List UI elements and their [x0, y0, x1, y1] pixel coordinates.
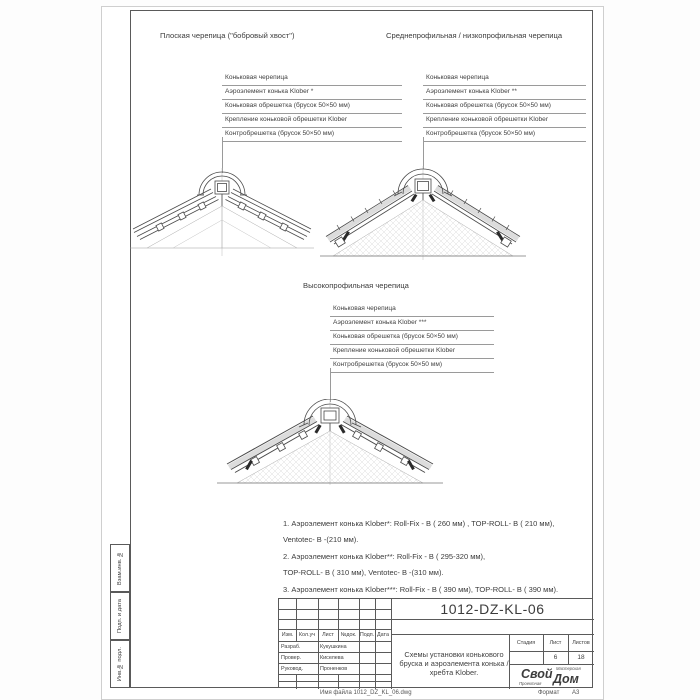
callout-label: Аэроэлемент конька Klober ***: [330, 317, 494, 331]
high-profile-callouts: [330, 303, 494, 373]
callout-label: Коньковая обрешетка (брусок 50×50 мм): [330, 331, 494, 345]
note-line: 2. Аэроэлемент конька Klober**: Roll-Fix - B ( 295-320 мм),: [283, 551, 486, 561]
format-label: Формат: [538, 690, 560, 696]
col-podp: Подп.: [359, 632, 375, 638]
col-ndok: №док.: [340, 632, 357, 638]
high-profile-ridge-drawing: [215, 399, 445, 487]
leader-line: [330, 368, 331, 402]
note-line: TOP-ROLL- B ( 310 мм), Ventotec- B -(310 мм).: [283, 568, 444, 578]
callout-label: Коньковая черепица: [330, 303, 494, 317]
stamp-cell-podp-data: [110, 592, 130, 640]
callout-label: Крепление коньковой обрешетки Klober: [222, 114, 402, 128]
file-name-label: Имя файла 1012_DZ_KL_06.dwg: [320, 690, 412, 696]
stamp-cell-vzam-inv: [110, 544, 130, 592]
flat-tile-ridge-drawing: [127, 168, 317, 258]
leader-line: [423, 137, 424, 169]
col-list: Лист: [322, 632, 334, 638]
callout-label: Коньковая черепица: [222, 72, 402, 86]
logo-small-masterskaya: Мастерская: [556, 666, 581, 671]
drawing-title: Схемы установки конькового бруска и аэроэлемента конька / хребта Klober.: [399, 649, 509, 678]
stamp-cell-inv-podl: [110, 640, 130, 688]
callout-label: Аэроэлемент конька Klober *: [222, 86, 402, 100]
stamp-label: Инв.№ подл.: [117, 646, 123, 682]
stamp-label: Подп. и дата: [117, 598, 123, 634]
sheets-label: Листов: [572, 639, 590, 646]
sheet-label: Лист: [549, 639, 562, 646]
callout-label: Коньковая обрешетка (брусок 50×50 мм): [222, 100, 402, 114]
signer-role: Провер.: [281, 654, 302, 661]
callout-label: Контробрешетка (брусок 50×50 мм): [222, 128, 402, 142]
company-logo: [509, 664, 594, 689]
callout-label: Коньковая обрешетка (брусок 50×50 мм): [423, 100, 586, 114]
col-koluch: Кол.уч: [298, 632, 316, 638]
callout-label: Контробрешетка (брусок 50×50 мм): [330, 359, 494, 373]
sheets-value: 18: [577, 654, 585, 661]
mid-profile-callouts: [423, 72, 586, 142]
logo-small-proektnaya: Проектная: [519, 681, 542, 686]
callout-label: Крепление коньковой обрешетки Klober: [330, 345, 494, 359]
note-line: 3. Аэроэлемент конька Klober***: Roll-Fix - B ( 390 мм), TOP-ROLL- B ( 390 мм).: [283, 584, 559, 594]
signer-role: Руковод.: [281, 665, 304, 672]
callout-label: Крепление коньковой обрешетки Klober: [423, 114, 586, 128]
callout-label: Контробрешетка (брусок 50×50 мм): [423, 128, 586, 142]
signer-name: Киселева: [320, 654, 344, 661]
format-value: А3: [572, 690, 580, 696]
col-izm: Изм.: [281, 632, 294, 638]
logo-word-svoy: Свой: [521, 667, 553, 681]
stamp-label: Взам.инв. №: [117, 550, 123, 586]
section-title-mid-profile-tile: Среднепрофильная / низкопрофильная черепица: [386, 31, 563, 40]
sheet-value: 6: [553, 654, 558, 661]
signer-name: Проненков: [320, 665, 348, 672]
signer-name: Кукушкина: [320, 643, 347, 650]
callout-label: Аэроэлемент конька Klober **: [423, 86, 586, 100]
section-title-flat-tile: Плоская черепица ("бобровый хвост"): [160, 31, 295, 40]
logo-word-dom: Дом: [553, 672, 579, 686]
note-line: 1. Аэроэлемент конька Klober*: Roll-Fix - B ( 260 мм) , TOP-ROLL- B ( 210 мм),: [283, 519, 555, 528]
section-title-high-profile-tile: Высокопрофильная черепица: [303, 281, 409, 290]
title-block: [278, 598, 593, 688]
signer-role: Разраб.: [281, 643, 301, 650]
callout-label: Коньковая черепица: [423, 72, 586, 86]
stage-label: Стадия: [516, 639, 536, 646]
mid-profile-ridge-drawing: [318, 166, 528, 262]
note-line: Ventotec- B -(210 мм).: [283, 535, 359, 545]
notes-block: [283, 516, 595, 598]
flat-tile-callouts: [222, 72, 402, 142]
doc-number: 1012-DZ-KL-06: [440, 601, 545, 617]
col-data: Дата: [377, 632, 389, 638]
